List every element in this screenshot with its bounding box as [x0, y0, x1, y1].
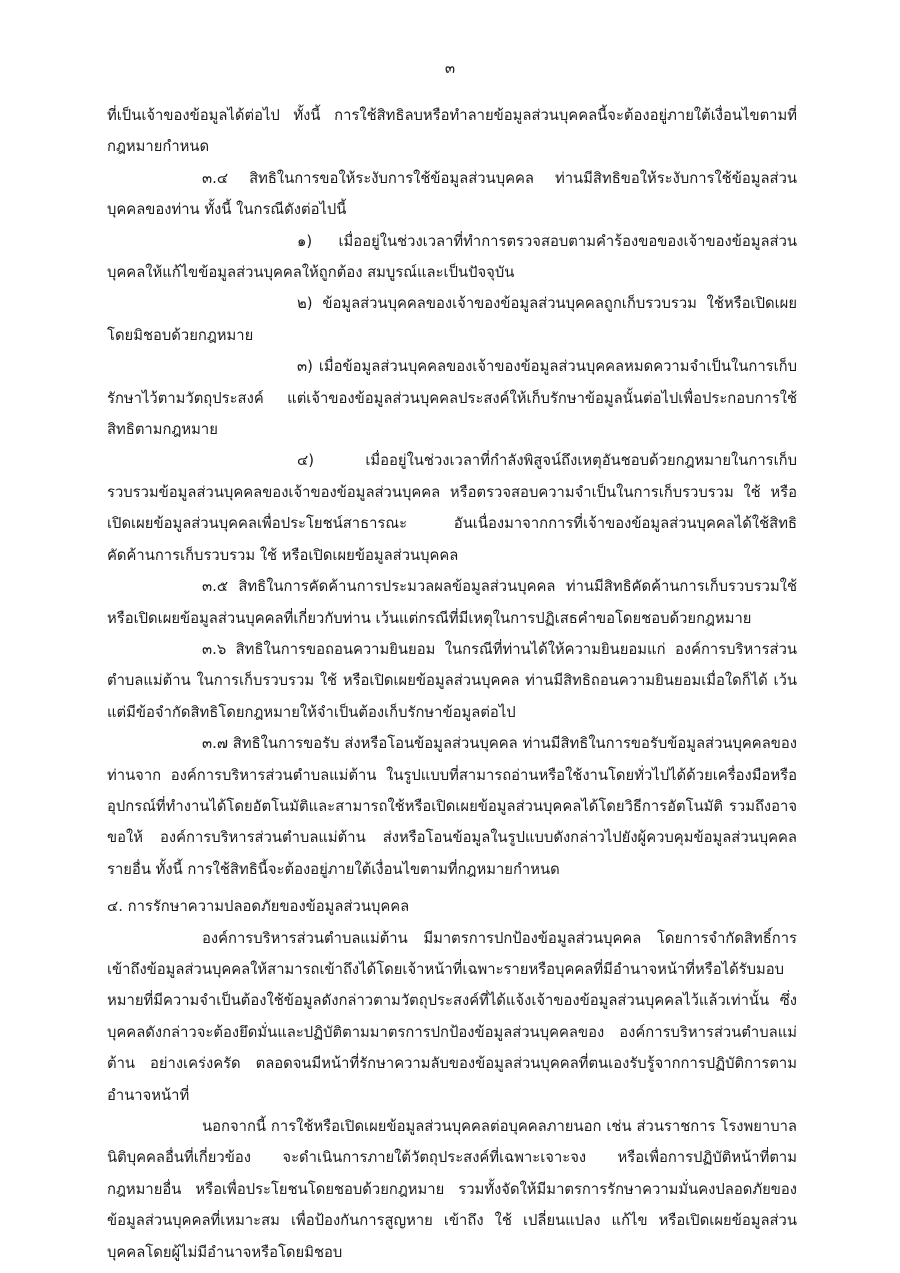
paragraph-3-4-item-4: ๔) เมื่ออยู่ในช่วงเวลาที่กำลังพิสูจน์ถึงเหตุอันชอบด้วยกฎหมายในการเก็บรวบรวมข้อมูลส่วนบุคคลของเจ้าของข้อมูลส่วนบุคคล หรือตรวจสอบความจำเป็นในการเก็บรวบรวม ใช้ หรือเปิดเผยข้อมูลส่วนบุคคลเพื่อประโยชน์สาธารณะ อันเนื่องมาจากการที่เจ้าของข้อมูลส่วนบุคคลได้ใช้สิทธิคัดค้านการเก็บรวบรวม ใช้ หรือเปิดเผยข้อมูลส่วนบุคคล	[107, 452, 797, 564]
paragraph-3-5-objection-right: ๓.๕ สิทธิในการคัดค้านการประมวลผลข้อมูลส่วนบุคคล ท่านมีสิทธิคัดค้านการเก็บรวบรวมใช้หรือเปิดเผยข้อมูลส่วนบุคคลที่เกี่ยวกับท่าน เว้นแต่กรณีที่มีเหตุในการปฏิเสธคำขอโดยชอบด้วยกฎหมาย	[107, 578, 797, 627]
paragraph-4-security-measures: องค์การบริหารส่วนตำบลแม่ต้าน มีมาตรการปกป้องข้อมูลส่วนบุคคล โดยการจำกัดสิทธิ์การเข้าถึงข้อมูลส่วนบุคคลให้สามารถเข้าถึงได้โดยเจ้าหน้าที่เฉพาะรายหรือบุคคลที่มีอำนาจหน้าที่หรือได้รับมอบหมายที่มีความจำเป็นต้องใช้ข้อมูลดังกล่าวตามวัตถุประสงค์ที่ได้แจ้งเจ้าของข้อมูลส่วนบุคคลไว้แล้วเท่านั้น ซึ่งบุคคลดังกล่าวจะต้องยึดมั่นและปฏิบัติตามมาตรการปกป้องข้อมูลส่วนบุคคลของ องค์การบริหารส่วนตำบลแม่ต้าน อย่างเคร่งครัด ตลอดจนมีหน้าที่รักษาความลับของข้อมูลส่วนบุคคลที่ตนเองรับรู้จากการปฏิบัติการตามอำนาจหน้าที่	[107, 929, 797, 1104]
paragraph-3-4-restriction-right: ๓.๔ สิทธิในการขอให้ระงับการใช้ข้อมูลส่วนบุคคล ท่านมีสิทธิขอให้ระงับการใช้ข้อมูลส่วนบุคคลของท่าน ทั้งนี้ ในกรณีดังต่อไปนี้	[107, 169, 797, 219]
paragraph-3-3-continuation: ที่เป็นเจ้าของข้อมูลได้ต่อไป ทั้งนี้ การใช้สิทธิลบหรือทำลายข้อมูลส่วนบุคคลนี้จะต้องอยู่ภายใต้เงื่อนไขตามที่กฎหมายกำหนด	[107, 107, 797, 156]
paragraph-3-4-item-1: ๑) เมื่ออยู่ในช่วงเวลาที่ทำการตรวจสอบตามคำร้องขอของเจ้าของข้อมูลส่วนบุคคลให้แก้ไขข้อมูลส่วนบุคคลให้ถูกต้อง สมบูรณ์และเป็นปัจจุบัน	[107, 232, 797, 282]
paragraph-3-4-item-3: ๓) เมื่อข้อมูลส่วนบุคคลของเจ้าของข้อมูลส่วนบุคคลหมดความจำเป็นในการเก็บรักษาไว้ตามวัตถุประสงค์ แต่เจ้าของข้อมูลส่วนบุคคลประสงค์ให้เก็บรักษาข้อมูลนั้นต่อไปเพื่อประกอบการใช้สิทธิตามกฎหมาย	[107, 358, 797, 439]
document-body	[107, 100, 797, 1268]
page-number: ๓	[444, 59, 456, 77]
paragraph-3-6-withdraw-consent: ๓.๖ สิทธิในการขอถอนความยินยอม ในกรณีที่ท่านได้ให้ความยินยอมแก่ องค์การบริหารส่วนตำบลแม่ต้าน ในการเก็บรวบรวม ใช้ หรือเปิดเผยข้อมูลส่วนบุคคล ท่านมีสิทธิถอนความยินยอมเมื่อใดก็ได้ เว้นแต่มีข้อจำกัดสิทธิโดยกฎหมายให้จำเป็นต้องเก็บรักษาข้อมูลต่อไป	[107, 640, 797, 721]
paragraph-3-4-item-2: ๒) ข้อมูลส่วนบุคคลของเจ้าของข้อมูลส่วนบุคคลถูกเก็บรวบรวม ใช้หรือเปิดเผยโดยมิชอบด้วยกฎหมาย	[107, 295, 797, 344]
paragraph-3-7-portability-right: ๓.๗ สิทธิในการขอรับ ส่งหรือโอนข้อมูลส่วนบุคคล ท่านมีสิทธิในการขอรับข้อมูลส่วนบุคคลของท่านจาก องค์การบริหารส่วนตำบลแม่ต้าน ในรูปแบบที่สามารถอ่านหรือใช้งานโดยทั่วไปได้ด้วยเครื่องมือหรืออุปกรณ์ที่ทำงานได้โดยอัตโนมัติและสามารถใช้หรือเปิดเผยข้อมูลส่วนบุคคลได้โดยวิธีการอัตโนมัติ รวมถึงอาจขอให้ องค์การบริหารส่วนตำบลแม่ต้าน ส่งหรือโอนข้อมูลในรูปแบบดังกล่าวไปยังผู้ควบคุมข้อมูลส่วนบุคคลรายอื่น ทั้งนี้ การใช้สิทธินี้จะต้องอยู่ภายใต้เงื่อนไขตามที่กฎหมายกำหนด	[107, 735, 797, 878]
section-4-heading: ๔. การรักษาความปลอดภัยของข้อมูลส่วนบุคคล	[107, 898, 410, 916]
paragraph-4-external-disclosure: นอกจากนี้ การใช้หรือเปิดเผยข้อมูลส่วนบุคคลต่อบุคคลภายนอก เช่น ส่วนราชการ โรงพยาบาล นิติบุคคลอื่นที่เกี่ยวข้อง จะดำเนินการภายใต้วัตถุประสงค์ที่เฉพาะเจาะจง หรือเพื่อการปฏิบัติหน้าที่ตามกฎหมายอื่น หรือเพื่อประโยชนโดยชอบด้วยกฎหมาย รวมทั้งจัดให้มีมาตรการรักษาความมั่นคงปลอดภัยของข้อมูลส่วนบุคคลที่เหมาะสม เพื่อป้องกันการสูญหาย เข้าถึง ใช้ เปลี่ยนแปลง แก้ไข หรือเปิดเผยข้อมูลส่วนบุคคลโดยผู้ไม่มีอำนาจหรือโดยมิชอบ	[107, 1118, 797, 1261]
